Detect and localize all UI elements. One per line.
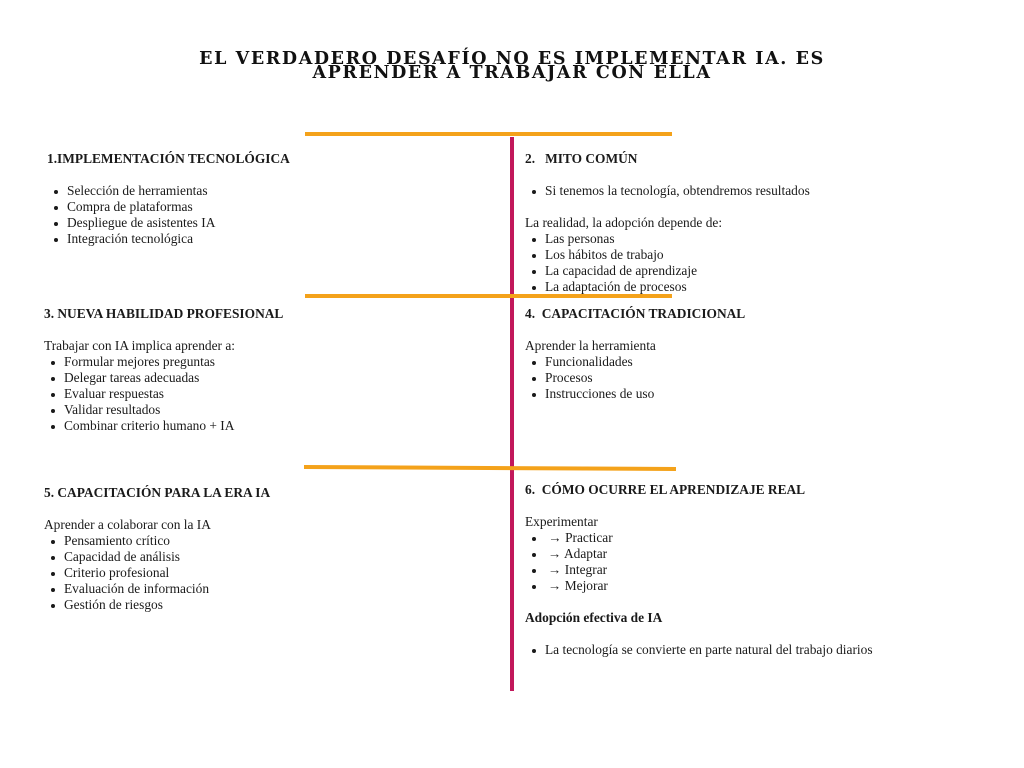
section-intro: La realidad, la adopción depende de: [525,215,723,230]
section-aprendizaje-real [525,482,873,658]
section-intro: Aprender la herramienta [525,338,656,353]
list-item: Si tenemos la tecnología, obtendremos resultados [525,183,810,199]
section-nueva-habilidad [44,306,283,434]
list-item: Procesos [525,370,745,386]
bullet-list [44,354,283,434]
page-title: EL VERDADERO DESAFÍO NO ES IMPLEMENTAR IA. ES APRENDER A TRABAJAR CON ELLA [199,49,825,83]
vertical-divider [510,137,514,691]
section-intro: Experimentar [525,514,598,529]
bullet-list [525,231,810,295]
list-item: → Adaptar [525,546,873,562]
bullet-list [525,354,745,402]
list-item: Evaluar respuestas [44,386,283,402]
list-item: Selección de herramientas [47,183,290,199]
list-item: → Integrar [525,562,873,578]
list-item: Las personas [525,231,810,247]
list-item: Formular mejores preguntas [44,354,283,370]
bullet-list [525,183,810,199]
list-item: La capacidad de aprendizaje [525,263,810,279]
list-item: Criterio profesional [44,565,270,581]
section-capacitacion-era-ia [44,485,270,613]
list-item: → Practicar [525,530,873,546]
bullet-list [525,642,873,658]
list-item: → Mejorar [525,578,873,594]
divider-bottom [304,465,676,471]
list-item: Despliegue de asistentes IA [47,215,290,231]
section-intro: Aprender a colaborar con la IA [44,517,211,532]
list-item: Los hábitos de trabajo [525,247,810,263]
list-item: Delegar tareas adecuadas [44,370,283,386]
bullet-list [47,183,290,247]
divider-top [305,132,672,136]
bullet-list [44,533,270,613]
list-item: Pensamiento crítico [44,533,270,549]
list-item: Evaluación de información [44,581,270,597]
section-heading: 6. CÓMO OCURRE EL APRENDIZAJE REAL [525,482,806,497]
section-intro: Trabajar con IA implica aprender a: [44,338,235,353]
list-item: Instrucciones de uso [525,386,745,402]
section-capacitacion-tradicional [525,306,745,402]
section-heading: 2. MITO COMÚN [525,151,638,166]
list-item: Capacidad de análisis [44,549,270,565]
section-mito-comun [525,151,810,295]
list-item: Validar resultados [44,402,283,418]
list-item: Combinar criterio humano + IA [44,418,283,434]
list-item: La tecnología se convierte en parte natural del trabajo diarios [525,642,873,658]
section-subheading: Adopción efectiva de IA [525,610,663,625]
section-heading: 5. CAPACITACIÓN PARA LA ERA IA [44,485,271,500]
section-heading: 4. CAPACITACIÓN TRADICIONAL [525,306,746,321]
list-item: Integración tecnológica [47,231,290,247]
list-item: Compra de plataformas [47,199,290,215]
section-heading: 1.IMPLEMENTACIÓN TECNOLÓGICA [47,151,290,166]
bullet-list [525,530,873,594]
section-implementacion [47,151,290,247]
list-item: Gestión de riesgos [44,597,270,613]
list-item: La adaptación de procesos [525,279,810,295]
list-item: Funcionalidades [525,354,745,370]
section-heading: 3. NUEVA HABILIDAD PROFESIONAL [44,306,284,321]
